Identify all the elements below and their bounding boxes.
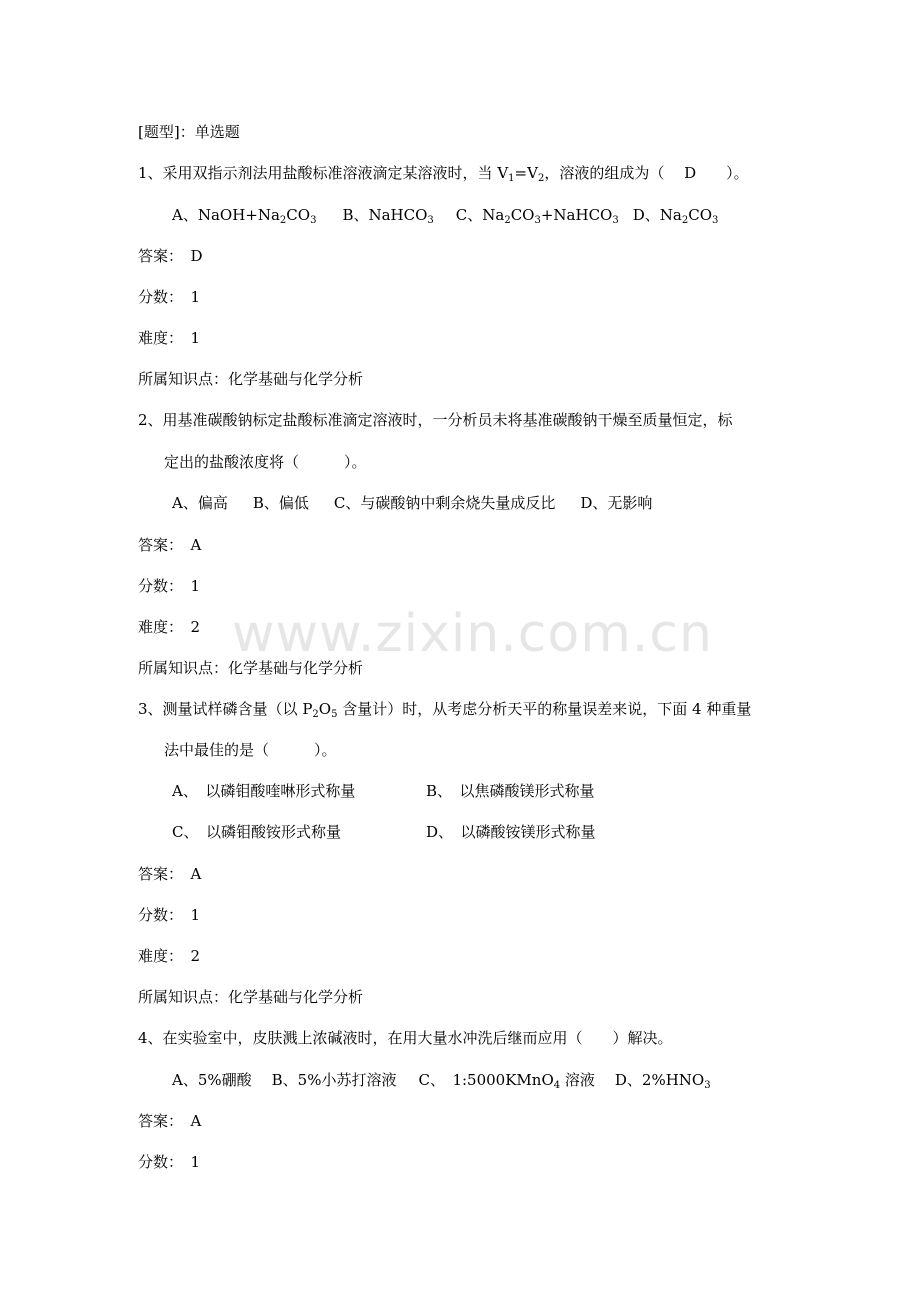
q3-knowledge: 所属知识点：化学基础与化学分析 <box>138 988 364 1006</box>
q4-answer: 答案： A <box>138 1112 202 1130</box>
q1-option-d: D、$Na_2CO_3$ <box>632 206 719 226</box>
q3-difficulty: 难度： 2 <box>138 947 201 965</box>
q1-option-a: A、$NaOH+Na_2CO_3$ <box>172 206 317 226</box>
watermark: www.zixin.com.cn <box>232 604 713 664</box>
question-type: [题型]：单选题 <box>138 123 240 141</box>
q4-option-b: B、5%小苏打溶液 <box>271 1071 397 1089</box>
q4-stem: 4、在实验室中，皮肤溅上浓碱液时，在用大量水冲洗后继而应用（ ）解决。 <box>138 1029 673 1047</box>
q2-score: 分数： 1 <box>138 577 201 595</box>
q4-option-a: A、5%硼酸 <box>172 1071 252 1089</box>
q2-difficulty: 难度： 2 <box>138 618 201 636</box>
q3-option-b: B、 以焦磷酸镁形式称量 <box>426 782 595 800</box>
q3-score: 分数： 1 <box>138 906 201 924</box>
q2-stem-line1: 2、用基准碳酸钠标定盐酸标准滴定溶液时，一分析员未将基准碳酸钠干燥至质量恒定，标 <box>138 411 733 429</box>
q3-option-a: A、 以磷钼酸喹啉形式称量 <box>172 782 356 800</box>
q4-score: 分数： 1 <box>138 1153 201 1171</box>
q1-knowledge: 所属知识点：化学基础与化学分析 <box>138 370 364 388</box>
q3-option-c: C、 以磷钼酸铵形式称量 <box>172 823 341 841</box>
q3-stem-line1: 3、测量试样磷含量（以 $P_2O_5$ 含量计）时，从考虑分析天平的称量误差来说，下面 4 种重量 <box>138 700 752 720</box>
q1-option-b: B、NaHCO$_3$ <box>342 206 434 226</box>
q2-knowledge: 所属知识点：化学基础与化学分析 <box>138 659 364 677</box>
q4-options <box>172 1071 711 1089</box>
q2-options <box>172 494 652 512</box>
q1-stem: 1、采用双指示剂法用盐酸标准溶液滴定某溶液时，当 $V_1=V_2$，溶液的组成为（ D ）。 <box>138 164 749 184</box>
q1-answer: 答案： D <box>138 247 203 265</box>
q1-option-c: C、$Na_2CO_3+NaHCO_3$ <box>455 206 619 226</box>
q2-option-a: A、偏高 <box>172 494 228 512</box>
q2-stem-line2: 定出的盐酸浓度将（ ）。 <box>164 453 367 471</box>
q4-option-c: C、 1:5000KMnO$_4$ 溶液 <box>418 1071 595 1091</box>
q4-option-d: D、$2\%HNO_3$ <box>614 1071 711 1091</box>
q2-option-b: B、偏低 <box>252 494 309 512</box>
q3-stem-line2: 法中最佳的是（ ）。 <box>164 741 337 759</box>
q1-options <box>172 206 718 224</box>
q2-option-d: D、无影响 <box>580 494 653 512</box>
q3-answer: 答案： A <box>138 865 202 883</box>
q3-option-d: D、 以磷酸铵镁形式称量 <box>426 823 596 841</box>
q2-option-c: C、与碳酸钠中剩余烧失量成反比 <box>333 494 556 512</box>
q1-difficulty: 难度： 1 <box>138 329 201 347</box>
q2-answer: 答案： A <box>138 536 202 554</box>
q1-score: 分数： 1 <box>138 288 201 306</box>
